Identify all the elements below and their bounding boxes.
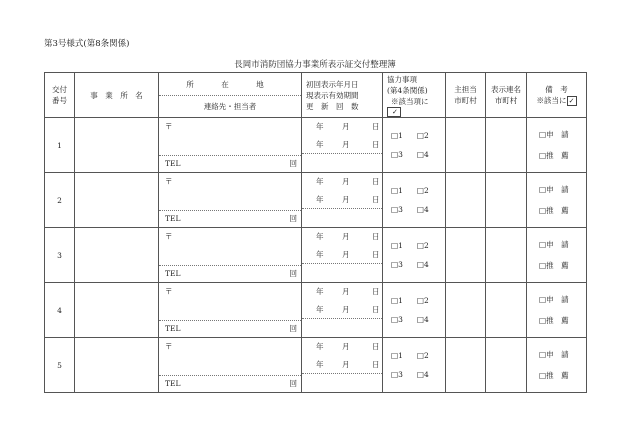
option-4-checkbox[interactable]: □4 xyxy=(416,315,429,324)
main-municipality-cell[interactable] xyxy=(446,173,486,228)
joint-municipality-cell[interactable] xyxy=(486,283,527,338)
option-4-checkbox[interactable]: □4 xyxy=(416,260,429,269)
check-mark-icon: ✓ xyxy=(387,107,401,117)
postal-mark: 〒 xyxy=(165,122,173,131)
business-name-cell[interactable] xyxy=(75,173,159,228)
business-name-cell[interactable] xyxy=(75,228,159,283)
remarks-cell xyxy=(527,173,587,228)
valid-period-date[interactable]: 年 月 日 xyxy=(302,246,382,265)
dates-cell xyxy=(302,228,383,283)
header-remarks: 備 考 ※該当に ✓ xyxy=(527,73,587,118)
table-row xyxy=(45,228,587,283)
address-cell xyxy=(159,283,302,338)
recommendation-checkbox[interactable]: □推 薦 xyxy=(539,316,569,325)
remarks-cell xyxy=(527,283,587,338)
postal-mark: 〒 xyxy=(165,177,173,186)
register-rows xyxy=(45,118,587,393)
main-municipality-cell[interactable] xyxy=(446,283,486,338)
valid-period-date[interactable]: 年 月 日 xyxy=(302,301,382,320)
address-cell xyxy=(159,118,302,173)
renewal-count[interactable] xyxy=(302,374,382,392)
cooperation-items-cell xyxy=(383,228,446,283)
tel-label: TEL xyxy=(165,159,181,168)
option-2-checkbox[interactable]: □2 xyxy=(416,241,429,250)
option-4-checkbox[interactable]: □4 xyxy=(416,205,429,214)
address-field[interactable] xyxy=(159,228,301,266)
header-address xyxy=(159,73,302,118)
valid-period-date[interactable]: 年 月 日 xyxy=(302,356,382,375)
application-checkbox[interactable]: □申 請 xyxy=(539,295,569,304)
contact-field[interactable] xyxy=(159,156,301,172)
contact-times-label: 回 xyxy=(289,269,297,278)
table-row xyxy=(45,118,587,173)
address-cell xyxy=(159,228,302,283)
cooperation-items-cell xyxy=(383,283,446,338)
header-dates: 初回表示年月日 現表示有効期間 更 新 回 数 xyxy=(302,73,383,118)
option-1-checkbox[interactable]: □1 xyxy=(391,186,403,195)
contact-times-label: 回 xyxy=(289,159,297,168)
header-address-label: 所 在 地 xyxy=(159,74,301,96)
header-joint-municipality: 表示連名 市町村 xyxy=(486,73,527,118)
document-title: 長岡市消防団協力事業所表示証交付整理簿 xyxy=(234,60,396,70)
address-field[interactable] xyxy=(159,173,301,211)
issue-number: 4 xyxy=(45,283,75,338)
joint-municipality-cell[interactable] xyxy=(486,228,527,283)
application-checkbox[interactable]: □申 請 xyxy=(539,240,569,249)
recommendation-checkbox[interactable]: □推 薦 xyxy=(539,151,569,160)
header-main-municipality: 主担当 市町村 xyxy=(446,73,486,118)
table-row xyxy=(45,173,587,228)
first-display-date[interactable]: 年 月 日 xyxy=(316,287,380,297)
application-checkbox[interactable]: □申 請 xyxy=(539,350,569,359)
issue-number: 1 xyxy=(45,118,75,173)
renewal-count[interactable] xyxy=(302,319,382,337)
contact-field[interactable] xyxy=(159,321,301,337)
postal-mark: 〒 xyxy=(165,232,173,241)
tel-label: TEL xyxy=(165,324,181,333)
option-4-checkbox[interactable]: □4 xyxy=(416,370,429,379)
option-2-checkbox[interactable]: □2 xyxy=(416,186,429,195)
table-row xyxy=(45,283,587,338)
recommendation-checkbox[interactable]: □推 薦 xyxy=(539,371,569,380)
issue-number: 5 xyxy=(45,338,75,393)
cooperation-items-cell xyxy=(383,173,446,228)
option-3-checkbox[interactable]: □3 xyxy=(391,260,403,269)
option-1-checkbox[interactable]: □1 xyxy=(391,351,403,360)
first-display-date[interactable]: 年 月 日 xyxy=(316,177,380,187)
renewal-count[interactable] xyxy=(302,154,382,172)
check-mark-icon: ✓ xyxy=(567,96,577,106)
postal-mark: 〒 xyxy=(165,287,173,296)
valid-period-date[interactable]: 年 月 日 xyxy=(302,191,382,210)
address-field[interactable] xyxy=(159,283,301,321)
business-name-cell[interactable] xyxy=(75,338,159,393)
dates-cell xyxy=(302,173,383,228)
register-table xyxy=(44,72,587,393)
tel-label: TEL xyxy=(165,214,181,223)
joint-municipality-cell[interactable] xyxy=(486,338,527,393)
renewal-count[interactable] xyxy=(302,209,382,227)
cooperation-items-cell xyxy=(383,118,446,173)
option-2-checkbox[interactable]: □2 xyxy=(416,296,429,305)
issue-number: 2 xyxy=(45,173,75,228)
option-1-checkbox[interactable]: □1 xyxy=(391,296,403,305)
option-3-checkbox[interactable]: □3 xyxy=(391,205,403,214)
address-cell xyxy=(159,338,302,393)
header-row xyxy=(45,73,587,118)
header-business-name: 事 業 所 名 xyxy=(75,73,159,118)
remarks-cell xyxy=(527,118,587,173)
main-municipality-cell[interactable] xyxy=(446,338,486,393)
issue-number: 3 xyxy=(45,228,75,283)
application-checkbox[interactable]: □申 請 xyxy=(539,130,569,139)
recommendation-checkbox[interactable]: □推 薦 xyxy=(539,206,569,215)
form-number: 第3号様式(第8条関係) xyxy=(44,39,130,49)
business-name-cell[interactable] xyxy=(75,283,159,338)
tel-label: TEL xyxy=(165,269,181,278)
header-cooperation-items: 協力事項 (第4条関係) ※該当項に ✓ xyxy=(383,73,446,118)
option-3-checkbox[interactable]: □3 xyxy=(391,370,403,379)
contact-times-label: 回 xyxy=(289,379,297,388)
option-2-checkbox[interactable]: □2 xyxy=(416,131,429,140)
dates-cell xyxy=(302,118,383,173)
recommendation-checkbox[interactable]: □推 薦 xyxy=(539,261,569,270)
contact-field[interactable] xyxy=(159,376,301,392)
application-checkbox[interactable]: □申 請 xyxy=(539,185,569,194)
joint-municipality-cell[interactable] xyxy=(486,173,527,228)
remarks-cell xyxy=(527,228,587,283)
postal-mark: 〒 xyxy=(165,342,173,351)
option-4-checkbox[interactable]: □4 xyxy=(416,150,429,159)
dates-cell xyxy=(302,283,383,338)
business-name-cell[interactable] xyxy=(75,118,159,173)
header-contact-label: 連絡先・担当者 xyxy=(203,101,257,111)
address-field[interactable] xyxy=(159,118,301,156)
option-1-checkbox[interactable]: □1 xyxy=(391,241,403,250)
option-1-checkbox[interactable]: □1 xyxy=(391,131,403,140)
joint-municipality-cell[interactable] xyxy=(486,118,527,173)
contact-times-label: 回 xyxy=(289,214,297,223)
header-issue-number: 交付 番号 xyxy=(45,73,75,118)
option-3-checkbox[interactable]: □3 xyxy=(391,150,403,159)
cooperation-items-cell xyxy=(383,338,446,393)
first-display-date[interactable]: 年 月 日 xyxy=(316,232,380,242)
address-cell xyxy=(159,173,302,228)
valid-period-date[interactable]: 年 月 日 xyxy=(302,136,382,155)
tel-label: TEL xyxy=(165,379,181,388)
renewal-count[interactable] xyxy=(302,264,382,282)
first-display-date[interactable]: 年 月 日 xyxy=(316,122,380,132)
main-municipality-cell[interactable] xyxy=(446,118,486,173)
address-field[interactable] xyxy=(159,338,301,376)
contact-times-label: 回 xyxy=(289,324,297,333)
contact-field[interactable] xyxy=(159,266,301,282)
first-display-date[interactable]: 年 月 日 xyxy=(316,342,380,352)
main-municipality-cell[interactable] xyxy=(446,228,486,283)
option-2-checkbox[interactable]: □2 xyxy=(416,351,429,360)
table-row xyxy=(45,338,587,393)
option-3-checkbox[interactable]: □3 xyxy=(391,315,403,324)
dates-cell xyxy=(302,338,383,393)
remarks-cell xyxy=(527,338,587,393)
contact-field[interactable] xyxy=(159,211,301,227)
